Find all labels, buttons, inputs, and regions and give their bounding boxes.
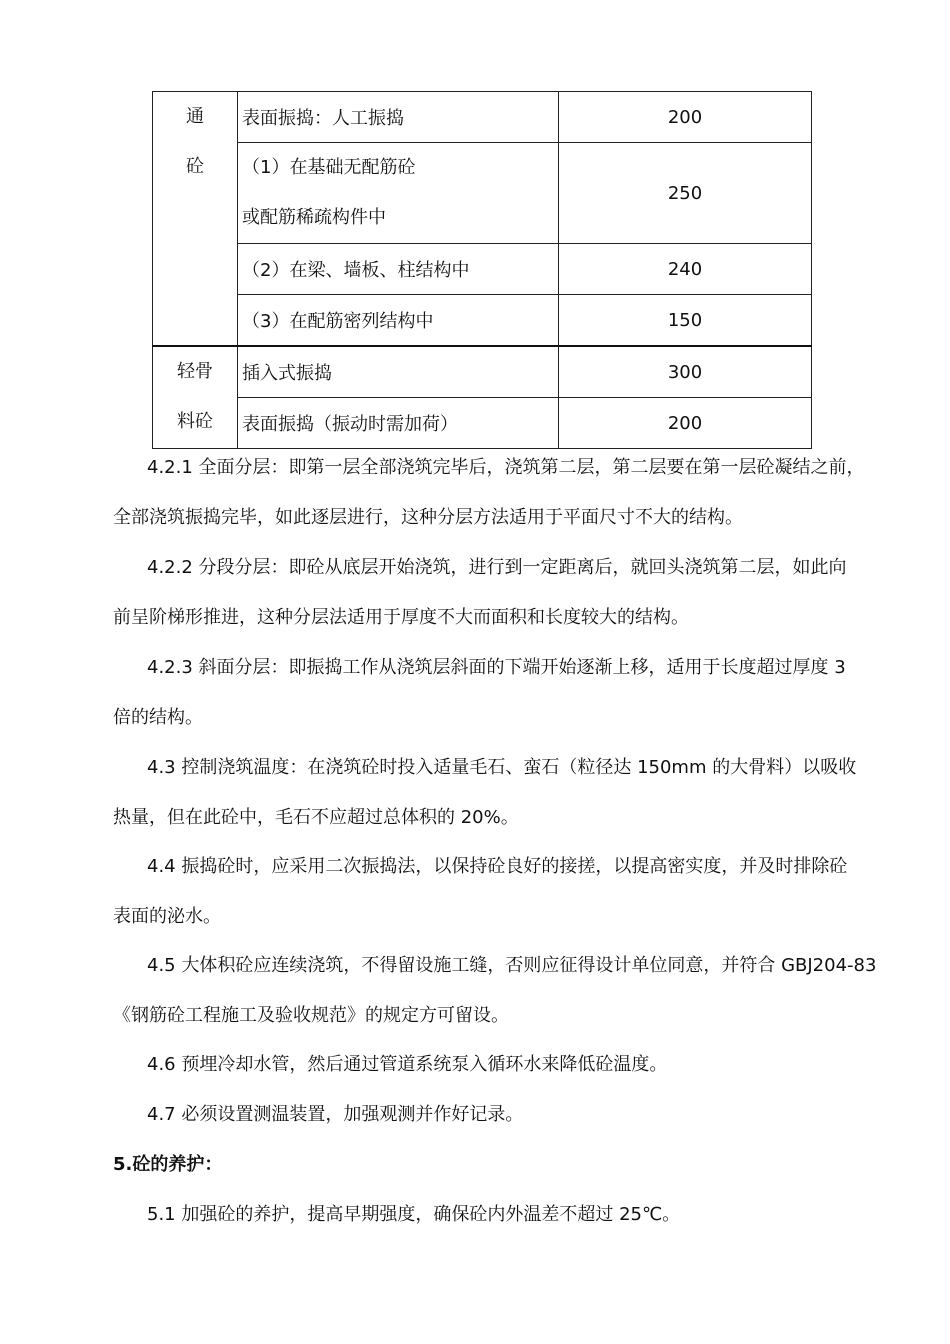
value-cell: 200: [559, 398, 812, 449]
method-cell: 表面振捣：人工振捣: [238, 92, 559, 143]
paragraph-line: 热量，但在此砼中，毛石不应超过总体积的 20%。: [113, 807, 519, 828]
paragraph-4-4: [113, 842, 888, 942]
value-cell: 250: [559, 143, 812, 244]
table-row: [153, 346, 812, 398]
paragraph-line: 倍的结构。: [113, 707, 203, 728]
method-cell: [238, 143, 559, 244]
category-label: 通: [186, 106, 204, 127]
method-line: （1）在基础无配筋砼: [242, 157, 416, 178]
paragraph-5-1: [113, 1190, 888, 1240]
table-row: [153, 244, 812, 295]
paragraph-line: 表面的泌水。: [113, 906, 221, 927]
paragraph-line: 5.1 加强砼的养护，提高早期强度，确保砼内外温差不超过 25℃。: [147, 1204, 681, 1225]
table-row: [153, 295, 812, 347]
method-cell: （3）在配筋密列结构中: [238, 295, 559, 347]
paragraph-4-2-2: [113, 543, 888, 643]
paragraph-line: 4.7 必须设置测温装置，加强观测并作好记录。: [147, 1104, 524, 1125]
vibration-thickness-table: [152, 91, 812, 449]
paragraph-line: 前呈阶梯形推进，这种分层法适用于厚度不大而面积和长度较大的结构。: [113, 607, 689, 628]
section-5-heading: 5.砼的养护：: [113, 1154, 223, 1175]
paragraph-line: 4.6 预埋冷却水管，然后通过管道系统泵入循环水来降低砼温度。: [147, 1054, 668, 1075]
value-cell: 200: [559, 92, 812, 143]
method-cell: 表面振捣（振动时需加荷）: [238, 398, 559, 449]
paragraph-line: 4.3 控制浇筑温度：在浇筑砼时投入适量毛石、蛮石（粒径达 150mm 的大骨料）以吸收: [147, 757, 857, 778]
paragraph-line: 4.2.2 分段分层：即砼从底层开始浇筑，进行到一定距离后，就回头浇筑第二层，如此向: [147, 557, 847, 578]
value-cell: 240: [559, 244, 812, 295]
paragraph-4-5: [113, 941, 888, 1041]
table-row: [153, 143, 812, 244]
category-label: 轻骨: [177, 361, 213, 382]
method-cell: 插入式振捣: [238, 346, 559, 398]
category-label: 砼: [186, 156, 204, 177]
category-label: 料砼: [177, 411, 213, 432]
paragraph-line: 全部浇筑振捣完毕，如此逐层进行，这种分层方法适用于平面尺寸不大的结构。: [113, 507, 743, 528]
category-cell-normal-concrete: [153, 92, 238, 347]
paragraph-4-3: [113, 743, 888, 843]
table-row: [153, 92, 812, 143]
category-cell-lightweight-concrete: [153, 346, 238, 449]
paragraph-line: 4.4 振捣砼时，应采用二次振捣法，以保持砼良好的接搓，以提高密实度，并及时排除砼: [147, 856, 848, 877]
paragraph-line: 4.2.3 斜面分层：即振捣工作从浇筑层斜面的下端开始逐渐上移，适用于长度超过厚度 3: [147, 657, 846, 678]
value-cell: 150: [559, 295, 812, 347]
method-cell: （2）在梁、墙板、柱结构中: [238, 244, 559, 295]
paragraph-4-7: [113, 1090, 888, 1140]
paragraph-4-2-1: [113, 443, 888, 543]
paragraph-line: 4.2.1 全面分层：即第一层全部浇筑完毕后，浇筑第二层，第二层要在第一层砼凝结之前，: [147, 457, 865, 478]
paragraph-4-2-3: [113, 643, 888, 743]
paragraph-4-6: [113, 1040, 888, 1090]
table-row: [153, 398, 812, 449]
method-line: 或配筋稀疏构件中: [242, 207, 386, 228]
paragraph-line: 4.5 大体积砼应连续浇筑，不得留设施工缝，否则应征得设计单位同意，并符合 GBJ204-83: [147, 955, 877, 976]
value-cell: 300: [559, 346, 812, 398]
paragraph-line: 《钢筋砼工程施工及验收规范》的规定方可留设。: [113, 1005, 509, 1026]
